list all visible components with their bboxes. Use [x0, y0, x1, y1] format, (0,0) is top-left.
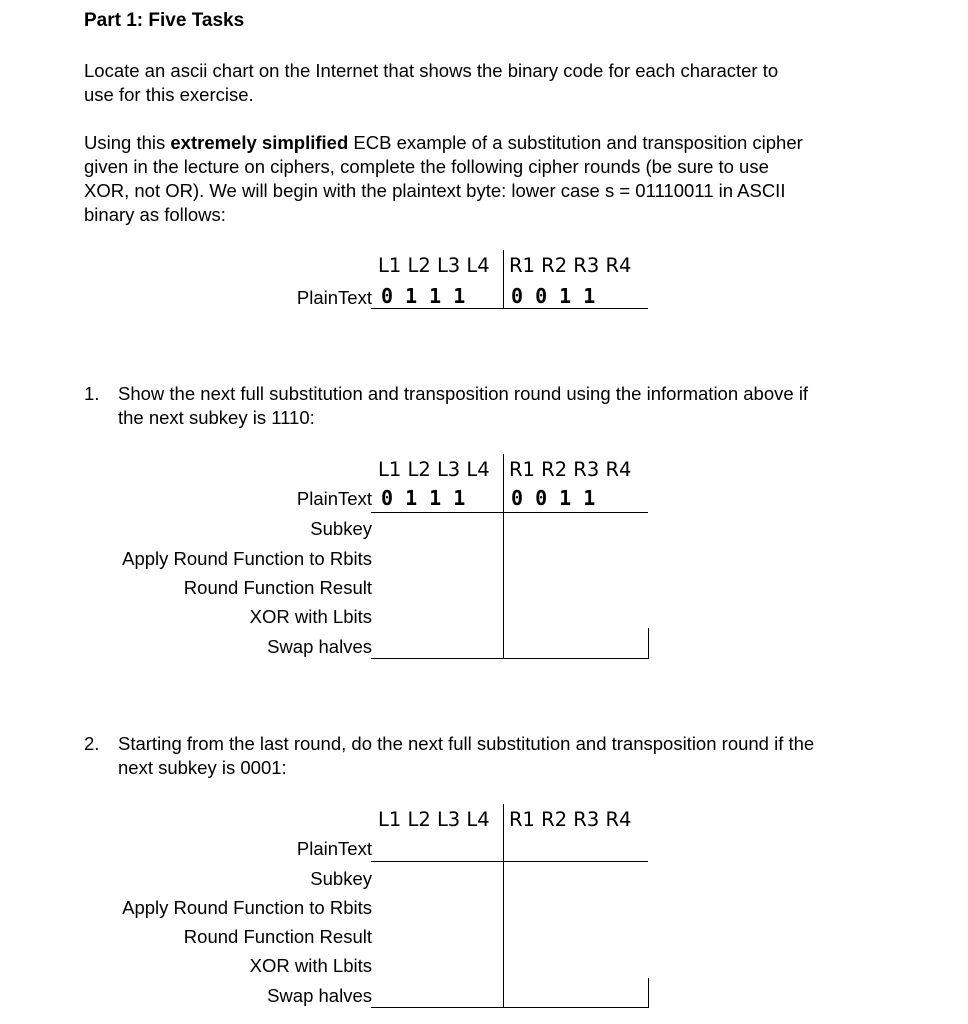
row-label-xor: XOR with Lbits [249, 606, 372, 627]
header-right-bits: R1 R2 R3 R4 [509, 254, 632, 277]
description-line-1: Using this extremely simplified ECB example of a substitution and transposition cipher [84, 132, 803, 153]
intro-paragraph [84, 59, 914, 107]
description-line-3: XOR, not OR). We will begin with the plaintext byte: lower case s = 01110011 in ASCII [84, 180, 786, 201]
row-label-subkey: Subkey [310, 868, 372, 889]
right-edge-line [648, 978, 649, 1008]
header-left-bits: L1 L2 L3 L4 [378, 458, 490, 481]
intro-line-1: Locate an ascii chart on the Internet that shows the binary code for each character to [84, 60, 779, 81]
right-edge-line [648, 628, 649, 658]
half-divider [503, 804, 504, 1008]
swap-underline [371, 658, 649, 659]
row-label-swap: Swap halves [267, 985, 372, 1006]
row-label-apply: Apply Round Function to Rbits [122, 897, 372, 918]
swap-underline [371, 1007, 649, 1008]
plaintext-right-bits: 0 0 1 1 [511, 486, 596, 510]
emphasis-text: extremely simplified [170, 132, 349, 153]
row-label-plaintext: PlainText [296, 838, 372, 859]
row-label-result: Round Function Result [183, 926, 372, 947]
row-label-plaintext: PlainText [296, 488, 372, 509]
plaintext-left-bits: 0 1 1 1 [381, 284, 466, 308]
row-label-xor: XOR with Lbits [249, 955, 372, 976]
intro-line-2: use for this exercise. [84, 84, 254, 105]
description-line-4: binary as follows: [84, 204, 226, 225]
page-title: Part 1: Five Tasks [84, 10, 245, 31]
plaintext-underline [371, 861, 648, 862]
plaintext-underline [371, 512, 648, 513]
question-2-text: Starting from the last round, do the next full substitution and transposition round if the next subkey is 0001: [118, 733, 815, 778]
row-label-result: Round Function Result [183, 577, 372, 598]
description-paragraph [84, 131, 914, 227]
description-line-2: given in the lecture on ciphers, complete the following cipher rounds (be sure to use [84, 156, 769, 177]
plaintext-underline [371, 308, 648, 309]
header-left-bits: L1 L2 L3 L4 [378, 254, 490, 277]
header-right-bits: R1 R2 R3 R4 [509, 458, 632, 481]
row-label-apply: Apply Round Function to Rbits [122, 548, 372, 569]
question-1-number: 1. [84, 383, 100, 404]
row-label-subkey: Subkey [310, 518, 372, 539]
question-2-number: 2. [84, 733, 100, 754]
header-right-bits: R1 R2 R3 R4 [509, 808, 632, 831]
header-left-bits: L1 L2 L3 L4 [378, 808, 490, 831]
plaintext-left-bits: 0 1 1 1 [381, 486, 466, 510]
plaintext-label: PlainText [296, 287, 372, 308]
question-1-text: Show the next full substitution and transposition round using the information above if the next subkey is 1110: [118, 383, 809, 428]
half-divider [503, 454, 504, 658]
row-label-swap: Swap halves [267, 636, 372, 657]
half-divider [503, 250, 504, 308]
plaintext-right-bits: 0 0 1 1 [511, 284, 596, 308]
